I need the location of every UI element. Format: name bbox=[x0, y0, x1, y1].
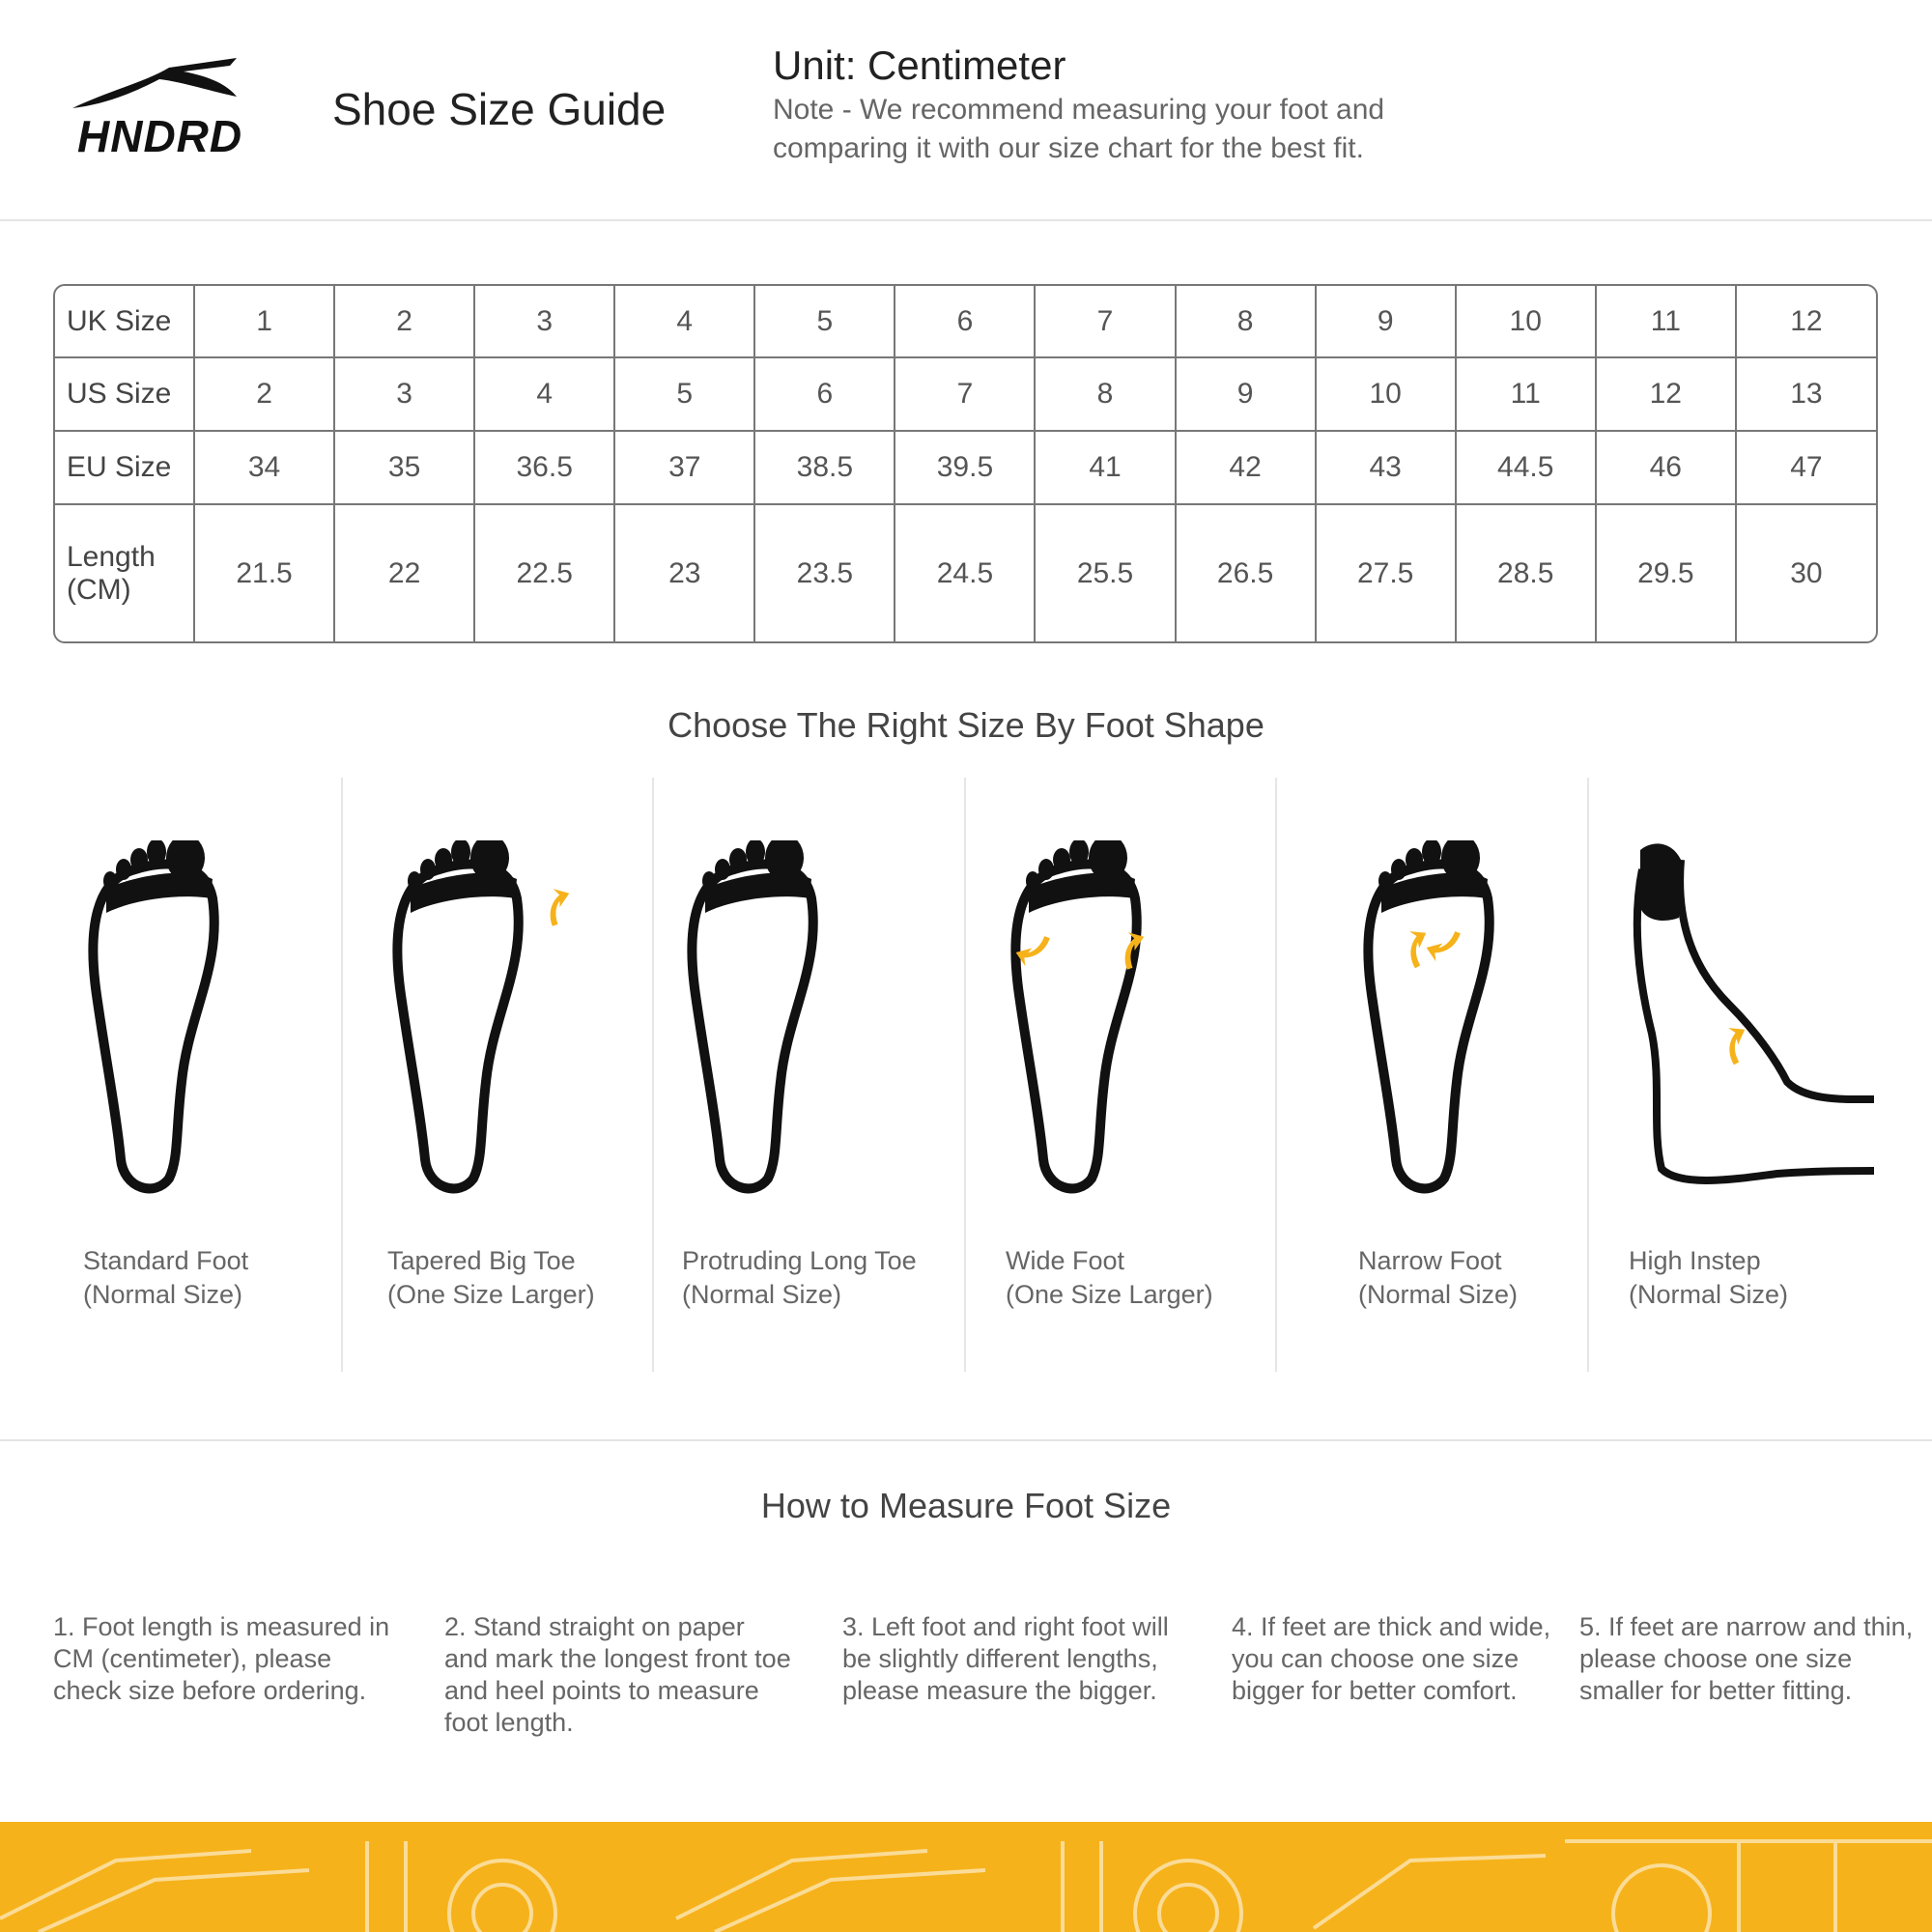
table-cell: 38.5 bbox=[754, 431, 895, 504]
foot-shape-name: Standard Foot bbox=[83, 1246, 249, 1275]
foot-shape-size: (Normal Size) bbox=[682, 1280, 842, 1309]
row-header: EU Size bbox=[55, 431, 194, 504]
page-title: Shoe Size Guide bbox=[332, 84, 667, 134]
table-cell: 22 bbox=[334, 504, 474, 641]
table-cell: 39.5 bbox=[895, 431, 1035, 504]
foot-shape-caption bbox=[83, 1244, 248, 1312]
table-cell: 11 bbox=[1596, 286, 1736, 357]
table-cell: 9 bbox=[1316, 286, 1456, 357]
foot-shape-caption bbox=[682, 1244, 917, 1312]
table-cell: 35 bbox=[334, 431, 474, 504]
foot-shape-size: (Normal Size) bbox=[1358, 1280, 1519, 1309]
table-cell: 34 bbox=[194, 431, 334, 504]
foot-shape-size: (One Size Larger) bbox=[387, 1280, 595, 1309]
table-cell: 47 bbox=[1736, 431, 1876, 504]
unit-label: Unit: Centimeter bbox=[773, 43, 1066, 88]
row-header: UK Size bbox=[55, 286, 194, 357]
foot-shape-card bbox=[1000, 782, 1309, 1372]
table-cell: 12 bbox=[1596, 357, 1736, 431]
table-cell: 24.5 bbox=[895, 504, 1035, 641]
foot-shape-name: Wide Foot bbox=[1006, 1246, 1125, 1275]
logo-swoosh-icon bbox=[68, 48, 242, 116]
row-header: Length (CM) bbox=[55, 504, 194, 641]
size-grid bbox=[55, 286, 1876, 641]
table-cell: 46 bbox=[1596, 431, 1736, 504]
foot-shape-caption bbox=[387, 1244, 595, 1312]
table-cell: 6 bbox=[895, 286, 1035, 357]
foot-shape-size: (Normal Size) bbox=[83, 1280, 243, 1309]
foot-shape-card bbox=[1623, 782, 1932, 1372]
table-cell: 7 bbox=[895, 357, 1035, 431]
table-cell: 28.5 bbox=[1456, 504, 1596, 641]
table-cell: 4 bbox=[474, 357, 614, 431]
section-divider bbox=[0, 1439, 1932, 1441]
note-text: Note - We recommend measuring your foot and comparing it with our size chart for the best fit. bbox=[773, 94, 1385, 164]
foot-shape-caption bbox=[1006, 1244, 1213, 1312]
table-cell: 30 bbox=[1790, 556, 1823, 589]
table-cell: 21.5 bbox=[194, 504, 334, 641]
table-cell: 44.5 bbox=[1456, 431, 1596, 504]
table-cell: 6 bbox=[754, 357, 895, 431]
foot-shape-size: (Normal Size) bbox=[1629, 1280, 1789, 1309]
foot-shape-name: High Instep bbox=[1629, 1246, 1761, 1275]
table-cell: 5 bbox=[614, 357, 754, 431]
table-row bbox=[55, 286, 1876, 357]
table-cell: 22.5 bbox=[474, 504, 614, 641]
measure-step: 1. Foot length is measured in CM (centimeter), please check size before ordering. bbox=[53, 1612, 390, 1705]
foot-shape-name: Protruding Long Toe bbox=[682, 1246, 917, 1275]
header-divider bbox=[0, 219, 1932, 221]
table-cell: 7 bbox=[1035, 286, 1175, 357]
table-cell: 42 bbox=[1176, 431, 1316, 504]
standard-foot-icon bbox=[77, 840, 270, 1208]
footer-pattern-icon bbox=[0, 1822, 1932, 1932]
table-cell: 2 bbox=[194, 357, 334, 431]
table-cell: 29.5 bbox=[1596, 504, 1736, 641]
table-cell: 27.5 bbox=[1316, 504, 1456, 641]
foot-shape-name: Tapered Big Toe bbox=[387, 1246, 576, 1275]
table-row bbox=[55, 357, 1876, 431]
table-row bbox=[55, 431, 1876, 504]
protruding-long-toe-icon bbox=[676, 840, 869, 1208]
foot-shape-card bbox=[382, 782, 691, 1372]
table-cell: 9 bbox=[1176, 357, 1316, 431]
foot-shape-caption bbox=[1629, 1244, 1788, 1312]
table-cell: 3 bbox=[474, 286, 614, 357]
foot-shape-card bbox=[1352, 782, 1662, 1372]
table-cell: 12 bbox=[1736, 286, 1876, 357]
table-cell: 41 bbox=[1035, 431, 1175, 504]
foot-shape-caption bbox=[1358, 1244, 1518, 1312]
table-cell: 36.5 bbox=[474, 431, 614, 504]
high-instep-icon bbox=[1623, 840, 1874, 1208]
measure-step: 5. If feet are narrow and thin, please choose one size smaller for better fitting. bbox=[1579, 1612, 1914, 1705]
table-cell: 10 bbox=[1316, 357, 1456, 431]
narrow-foot-icon bbox=[1352, 840, 1546, 1208]
table-cell: 3 bbox=[334, 357, 474, 431]
foot-shape-size: (One Size Larger) bbox=[1006, 1280, 1213, 1309]
table-cell: 37 bbox=[614, 431, 754, 504]
wide-foot-icon bbox=[1000, 840, 1193, 1208]
measure-step: 4. If feet are thick and wide, you can choose one size bigger for better comfort. bbox=[1232, 1612, 1551, 1705]
table-cell: 13 bbox=[1736, 357, 1876, 431]
table-cell: 26.5 bbox=[1176, 504, 1316, 641]
table-cell: 11 bbox=[1456, 357, 1596, 431]
measure-step: 2. Stand straight on paper and mark the longest front toe and heel points to measure foot length. bbox=[444, 1612, 791, 1737]
table-cell: 2 bbox=[334, 286, 474, 357]
table-cell: 23.5 bbox=[754, 504, 895, 641]
row-header: US Size bbox=[55, 357, 194, 431]
measure-step: 3. Left foot and right foot will be slightly different lengths, please measure the bigger. bbox=[842, 1612, 1169, 1705]
table-cell: 43 bbox=[1316, 431, 1456, 504]
table-cell: 10 bbox=[1456, 286, 1596, 357]
foot-shape-card bbox=[77, 782, 386, 1372]
foot-shape-name: Narrow Foot bbox=[1358, 1246, 1502, 1275]
table-cell: 1 bbox=[194, 286, 334, 357]
table-cell: 5 bbox=[754, 286, 895, 357]
logo-text: HNDRD bbox=[77, 111, 243, 161]
brand-logo bbox=[68, 48, 261, 164]
foot-shape-title: Choose The Right Size By Foot Shape bbox=[668, 705, 1264, 745]
table-cell: 4 bbox=[614, 286, 754, 357]
table-cell: 8 bbox=[1176, 286, 1316, 357]
table-cell: 25.5 bbox=[1035, 504, 1175, 641]
footer-pattern-band bbox=[0, 1822, 1932, 1932]
size-table bbox=[53, 284, 1878, 643]
header bbox=[0, 0, 1932, 220]
measure-title: How to Measure Foot Size bbox=[760, 1486, 1172, 1525]
tapered-big-toe-icon bbox=[382, 840, 575, 1208]
table-row bbox=[55, 504, 1876, 641]
table-cell: 23 bbox=[614, 504, 754, 641]
table-cell: 8 bbox=[1035, 357, 1175, 431]
foot-shape-card bbox=[676, 782, 985, 1372]
